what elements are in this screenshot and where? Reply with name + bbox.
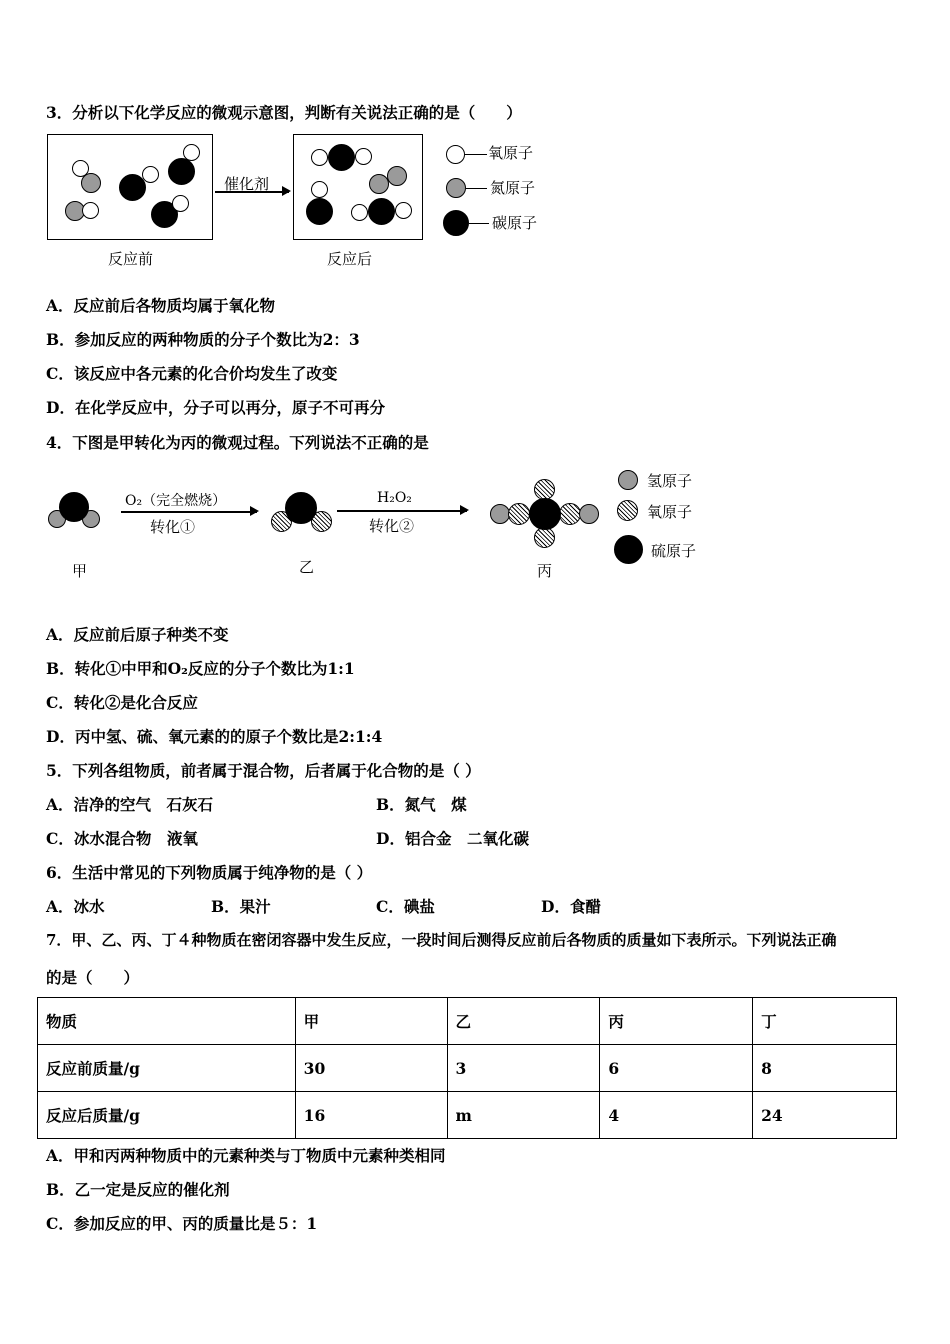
q4-option-b: B．转化①中甲和O₂反应的分子个数比为1:1 bbox=[46, 659, 355, 678]
q3-stem: 3．分析以下化学反应的微观示意图，判断有关说法正确的是（ ） bbox=[46, 103, 522, 122]
mass-table bbox=[37, 997, 897, 1139]
table-header-row bbox=[38, 998, 897, 1045]
q4-option-c: C．转化②是化合反应 bbox=[46, 693, 198, 712]
table-cell: 物质 bbox=[38, 998, 296, 1045]
before-label: 反应前 bbox=[108, 250, 154, 268]
table-cell: 乙 bbox=[447, 998, 600, 1045]
table-cell: 3 bbox=[447, 1045, 600, 1092]
q3-option-b: B．参加反应的两种物质的分子个数比为2：3 bbox=[46, 330, 360, 349]
q4-option-a: A．反应前后原子种类不变 bbox=[46, 625, 229, 644]
table-cell: 反应后质量/g bbox=[38, 1092, 296, 1139]
table-cell: 24 bbox=[753, 1092, 897, 1139]
q4-stem: 4．下图是甲转化为丙的微观过程。下列说法不正确的是 bbox=[46, 433, 429, 452]
table-cell: 4 bbox=[600, 1092, 753, 1139]
q5-option-b: B．氮气 煤 bbox=[376, 795, 467, 814]
table-row bbox=[38, 1092, 897, 1139]
q7-stem-line1: 7．甲、乙、丙、丁４种物质在密闭容器中发生反应，一段时间后测得反应前后各物质的质量如下表所示。下列说法正确 bbox=[46, 931, 837, 949]
arrow1-bottom: 转化① bbox=[150, 518, 196, 536]
q7-option-a: A．甲和丙两种物质中的元素种类与丁物质中元素种类相同 bbox=[46, 1146, 446, 1165]
table-row bbox=[38, 1045, 897, 1092]
table-cell: 反应前质量/g bbox=[38, 1045, 296, 1092]
table-cell: 30 bbox=[295, 1045, 447, 1092]
q7-option-c: C．参加反应的甲、丙的质量比是５：1 bbox=[46, 1214, 318, 1233]
bing-label: 丙 bbox=[537, 562, 553, 580]
catalyst-label: 催化剂 bbox=[224, 175, 270, 193]
q3-option-c: C．该反应中各元素的化合价均发生了改变 bbox=[46, 364, 338, 383]
table-cell: m bbox=[447, 1092, 600, 1139]
q7-stem-line2: 的是（ ） bbox=[46, 968, 140, 987]
q5-option-a: A．洁净的空气 石灰石 bbox=[46, 795, 214, 814]
arrow2-bottom: 转化② bbox=[369, 517, 415, 535]
before-box bbox=[47, 134, 213, 240]
table-cell: 丙 bbox=[600, 998, 753, 1045]
arrow1-top: O₂（完全燃烧） bbox=[125, 493, 227, 509]
q6-option-a: A．冰水 bbox=[46, 897, 105, 916]
q6-option-d: D．食醋 bbox=[541, 897, 601, 916]
table-cell: 丁 bbox=[753, 998, 897, 1045]
yi-label: 乙 bbox=[299, 558, 315, 576]
q6-option-b: B．果汁 bbox=[211, 897, 271, 916]
q3-option-a: A．反应前后各物质均属于氧化物 bbox=[46, 296, 276, 315]
table-cell: 6 bbox=[600, 1045, 753, 1092]
q5-option-d: D．铝合金 二氧化碳 bbox=[376, 829, 529, 848]
q5-stem: 5．下列各组物质，前者属于混合物，后者属于化合物的是（ ） bbox=[46, 761, 481, 780]
table-cell: 甲 bbox=[295, 998, 447, 1045]
arrow2-top: H₂O₂ bbox=[377, 490, 412, 506]
q6-option-c: C．碘盐 bbox=[376, 897, 435, 916]
after-box bbox=[293, 134, 423, 240]
q3-option-d: D．在化学反应中，分子可以再分，原子不可再分 bbox=[46, 398, 385, 417]
q6-stem: 6．生活中常见的下列物质属于纯净物的是（ ） bbox=[46, 863, 373, 882]
jia-label: 甲 bbox=[72, 562, 88, 580]
table-cell: 8 bbox=[753, 1045, 897, 1092]
q7-option-b: B．乙一定是反应的催化剂 bbox=[46, 1180, 230, 1199]
table-cell: 16 bbox=[295, 1092, 447, 1139]
q5-option-c: C．冰水混合物 液氧 bbox=[46, 829, 198, 848]
after-label: 反应后 bbox=[327, 250, 373, 268]
q4-option-d: D．丙中氢、硫、氧元素的的原子个数比是2:1:4 bbox=[46, 727, 383, 746]
